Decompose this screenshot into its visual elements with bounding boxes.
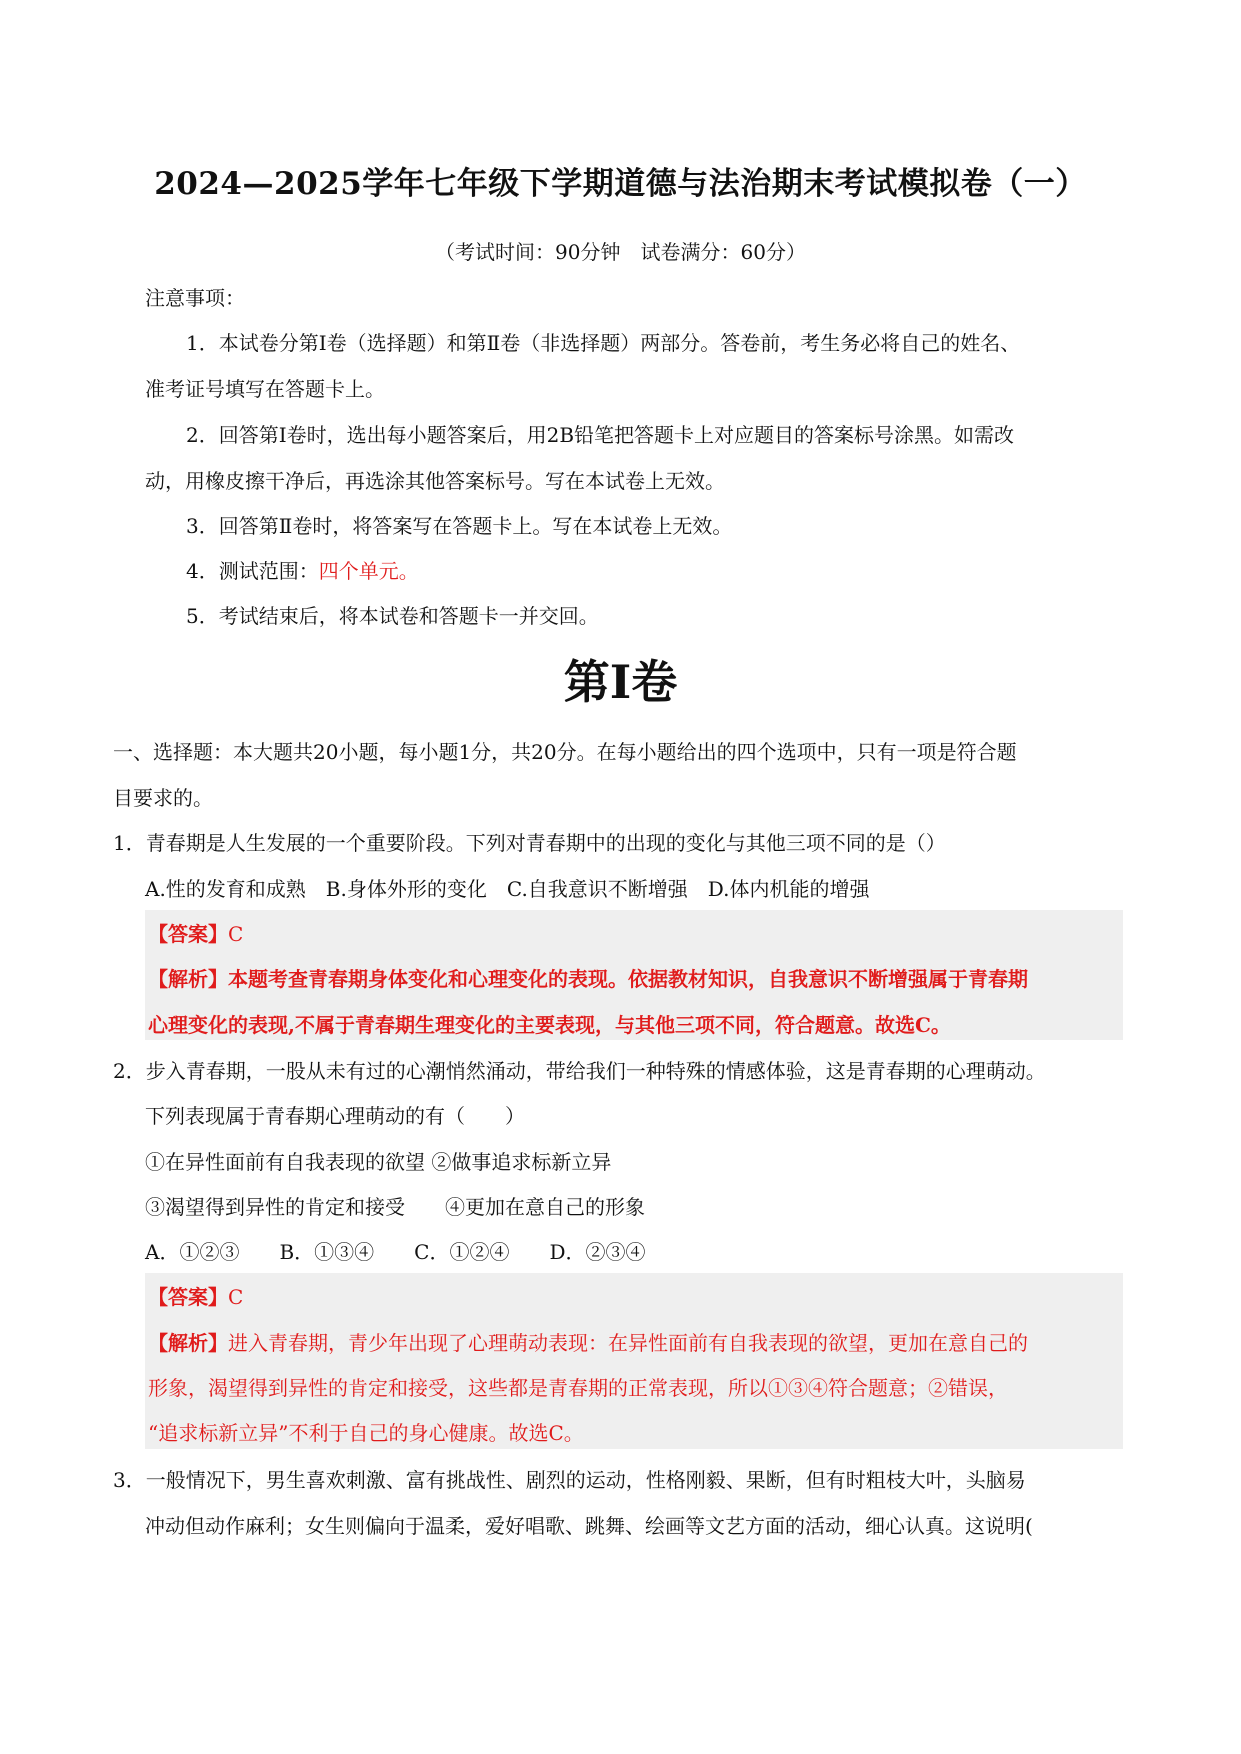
analysis-text: 本题考查青春期身体变化和心理变化的表现。依据教材知识，自我意识不断增强属于青春期 — [228, 967, 1028, 991]
question-2-analysis-line-1 — [148, 1329, 1028, 1357]
exam-title: 2024—2025学年七年级下学期道德与法治期末考试模拟卷（一） — [154, 166, 1087, 202]
answer-value: C — [228, 1285, 244, 1309]
question-1-answer — [148, 920, 243, 948]
question-1-analysis-line-2: 心理变化的表现,不属于青春期生理变化的主要表现，与其他三项不同，符合题意。故选C。 — [148, 1013, 951, 1037]
question-1-stem: 1．青春期是人生发展的一个重要阶段。下列对青春期中的出现的变化与其他三项不同的是（） — [113, 831, 946, 855]
analysis-label: 【解析】 — [148, 967, 228, 991]
question-2-answer — [148, 1283, 243, 1311]
notice-item-4 — [186, 557, 419, 585]
analysis-label: 【解析】 — [148, 1331, 228, 1355]
question-2-items-line-1: ①在异性面前有自我表现的欲望 ②做事追求标新立异 — [145, 1150, 612, 1174]
question-1-analysis-line-1 — [148, 965, 1028, 993]
answer-label: 【答案】 — [148, 922, 228, 946]
question-3-stem-line-2: 冲动但动作麻利；女生则偏向于温柔，爱好唱歌、跳舞、绘画等文艺方面的活动，细心认真。这说明( — [145, 1514, 1033, 1538]
notice-item-1-line-2: 准考证号填写在答题卡上。 — [145, 377, 385, 401]
exam-subtitle: （考试时间：90分钟 试卷满分：60分） — [435, 240, 806, 264]
question-2-analysis-line-2: 形象，渴望得到异性的肯定和接受，这些都是青春期的正常表现，所以①③④符合题意；②错误， — [148, 1376, 1008, 1400]
notice-heading: 注意事项： — [145, 286, 245, 310]
answer-value: C — [228, 922, 244, 946]
question-2-stem-line-1: 2．步入青春期，一股从未有过的心潮悄然涌动，带给我们一种特殊的情感体验，这是青春期的心理萌动。 — [113, 1059, 1046, 1083]
answer-label: 【答案】 — [148, 1285, 228, 1309]
question-2-items-line-2: ③渴望得到异性的肯定和接受 ④更加在意自己的形象 — [145, 1195, 645, 1219]
notice-item-4-label: 4．测试范围： — [186, 559, 319, 583]
notice-item-4-scope: 四个单元。 — [318, 559, 419, 583]
question-2-stem-line-2: 下列表现属于青春期心理萌动的有（ ） — [145, 1104, 525, 1128]
notice-item-1-line-1: 1．本试卷分第Ⅰ卷（选择题）和第Ⅱ卷（非选择题）两部分。答卷前，考生务必将自己的姓名、 — [186, 331, 1021, 355]
question-2-analysis-line-3: “追求标新立异”不利于自己的身心健康。故选C。 — [148, 1421, 584, 1445]
question-1-options: A.性的发育和成熟 B.身体外形的变化 C.自我意识不断增强 D.体内机能的增强 — [145, 877, 870, 901]
section-instructions-line-1: 一、选择题：本大题共20小题，每小题1分，共20分。在每小题给出的四个选项中，只有一项是符合题 — [113, 740, 1017, 764]
notice-item-2-line-1: 2．回答第Ⅰ卷时，选出每小题答案后，用2B铅笔把答题卡上对应题目的答案标号涂黑。如需改 — [186, 423, 1015, 447]
notice-item-2-line-2: 动，用橡皮擦干净后，再选涂其他答案标号。写在本试卷上无效。 — [145, 469, 725, 493]
part-one-title: 第Ⅰ卷 — [563, 655, 678, 709]
notice-item-5: 5．考试结束后，将本试卷和答题卡一并交回。 — [186, 604, 599, 628]
section-instructions-line-2: 目要求的。 — [113, 786, 213, 810]
notice-item-3: 3．回答第Ⅱ卷时，将答案写在答题卡上。写在本试卷上无效。 — [186, 514, 733, 538]
question-2-options: A．①②③ B．①③④ C．①②④ D．②③④ — [145, 1240, 646, 1264]
analysis-text: 进入青春期，青少年出现了心理萌动表现：在异性面前有自我表现的欲望，更加在意自己的 — [228, 1331, 1028, 1355]
question-3-stem-line-1: 3．一般情况下，男生喜欢刺激、富有挑战性、剧烈的运动，性格刚毅、果断，但有时粗枝大叶，头脑易 — [113, 1468, 1026, 1492]
